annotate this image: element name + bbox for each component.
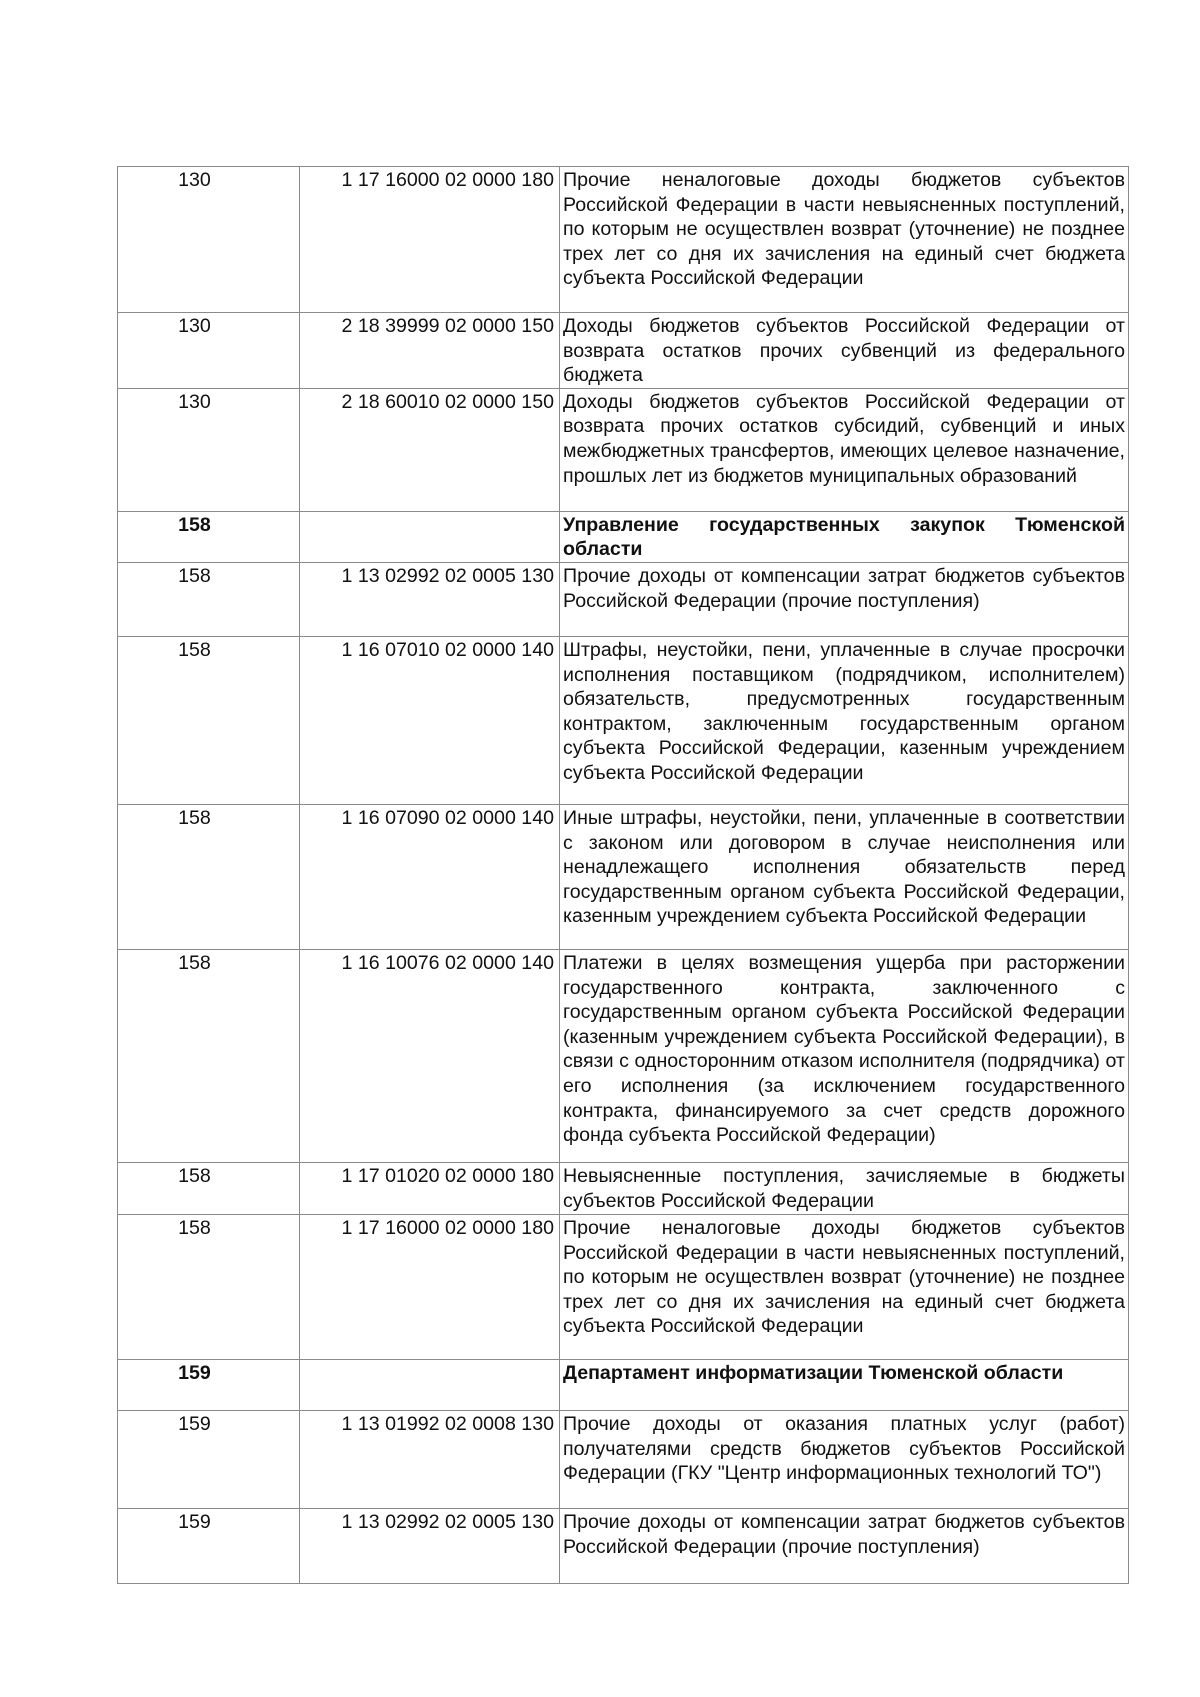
admin-code: 159 bbox=[178, 1412, 211, 1435]
admin-code: 130 bbox=[178, 169, 211, 191]
department-name: Управление государственных закупок Тюменской области bbox=[563, 513, 1125, 561]
admin-code: 158 bbox=[178, 1216, 211, 1239]
table-row bbox=[118, 1162, 1129, 1214]
revenue-name-cell bbox=[560, 1162, 1129, 1214]
table-row bbox=[118, 636, 1129, 804]
revenue-code: 1 17 16000 02 0000 180 bbox=[341, 1216, 554, 1239]
admin-code: 158 bbox=[178, 513, 211, 536]
revenue-code: 1 13 01992 02 0008 130 bbox=[341, 1412, 554, 1435]
department-name-cell bbox=[560, 1359, 1129, 1410]
table-row bbox=[118, 1214, 1129, 1359]
revenue-code: 1 16 07090 02 0000 140 bbox=[341, 806, 554, 829]
revenue-code: 1 16 10076 02 0000 140 bbox=[341, 951, 554, 974]
revenue-name: Иные штрафы, неустойки, пени, уплаченные в соответствии с законом или договором в случае неисполнения или ненадлежащего исполнения обязательств перед государственным органом субъекта Российской Федерации, казенным учреждением субъекта Российской Федерации bbox=[563, 806, 1125, 928]
revenue-name-cell bbox=[560, 636, 1129, 804]
revenue-code: 1 16 07010 02 0000 140 bbox=[341, 638, 554, 661]
admin-code-cell bbox=[118, 388, 300, 511]
revenue-name-cell bbox=[560, 562, 1129, 636]
revenue-code bbox=[300, 512, 554, 513]
revenue-name: Платежи в целях возмещения ущерба при расторжении государственного контракта, заключенного с государственным органом субъекта Российской Федерации (казенным учреждением субъекта Российской Федерации), в связи с односторонним отказом исполнителя (подрядчика) от его исполнения (за исключением государственного контракта, финансируемого за счет средств дорожного фонда субъекта Российской Федерации) bbox=[563, 951, 1125, 1147]
admin-code: 130 bbox=[178, 315, 211, 337]
admin-code-cell bbox=[118, 562, 300, 636]
revenue-code-cell bbox=[300, 1359, 560, 1410]
admin-code: 158 bbox=[178, 638, 211, 661]
department-name-cell bbox=[560, 511, 1129, 562]
revenue-name: Штрафы, неустойки, пени, уплаченные в случае просрочки исполнения поставщиком (подрядчиком, исполнителем) обязательств, предусмотренных государственным контрактом, заключенным государственным органом субъекта Российской Федерации, казенным учреждением субъекта Российской Федерации bbox=[563, 638, 1125, 784]
revenue-code: 2 18 39999 02 0000 150 bbox=[341, 315, 554, 337]
revenue-name-cell bbox=[560, 167, 1129, 313]
admin-code-cell bbox=[118, 636, 300, 804]
revenue-name-cell bbox=[560, 388, 1129, 511]
admin-code-cell bbox=[118, 1359, 300, 1410]
department-header-row bbox=[118, 1359, 1129, 1410]
table-row bbox=[118, 562, 1129, 636]
revenue-name-cell bbox=[560, 1508, 1129, 1583]
revenue-name-cell bbox=[560, 804, 1129, 949]
table-row bbox=[118, 949, 1129, 1162]
revenue-code-cell bbox=[300, 949, 560, 1162]
revenue-code-cell bbox=[300, 313, 560, 389]
revenue-code-cell bbox=[300, 1214, 560, 1359]
table-row bbox=[118, 804, 1129, 949]
table-row bbox=[118, 167, 1129, 313]
revenue-code-cell bbox=[300, 167, 560, 313]
revenue-code: 1 13 02992 02 0005 130 bbox=[341, 564, 554, 587]
admin-code-cell bbox=[118, 167, 300, 313]
revenue-code-cell bbox=[300, 1508, 560, 1583]
table-row bbox=[118, 388, 1129, 511]
budget-revenue-table bbox=[117, 166, 1129, 1584]
admin-code: 130 bbox=[178, 390, 211, 413]
revenue-name-cell bbox=[560, 949, 1129, 1162]
revenue-name: Прочие неналоговые доходы бюджетов субъектов Российской Федерации в части невыясненных поступлений, по которым не осуществлен возврат (уточнение) не позднее трех лет со дня их зачисления на единый счет бюджета субъекта Российской Федерации bbox=[563, 169, 1125, 290]
admin-code-cell bbox=[118, 1214, 300, 1359]
revenue-code bbox=[300, 1360, 554, 1361]
admin-code: 159 bbox=[178, 1361, 211, 1384]
table-row bbox=[118, 1508, 1129, 1583]
admin-code: 159 bbox=[178, 1510, 211, 1533]
revenue-code-cell bbox=[300, 388, 560, 511]
revenue-name: Доходы бюджетов субъектов Российской Федерации от возврата прочих остатков субсидий, субвенций и иных межбюджетных трансфертов, имеющих целевое назначение, прошлых лет из бюджетов муниципальных образований bbox=[563, 390, 1125, 487]
table-row bbox=[118, 313, 1129, 389]
admin-code: 158 bbox=[178, 1164, 211, 1187]
revenue-name: Прочие доходы от компенсации затрат бюджетов субъектов Российской Федерации (прочие поступления) bbox=[563, 1510, 1125, 1558]
department-name: Департамент информатизации Тюменской области bbox=[563, 1361, 1064, 1384]
revenue-name-cell bbox=[560, 313, 1129, 389]
admin-code-cell bbox=[118, 804, 300, 949]
table-row bbox=[118, 1410, 1129, 1508]
admin-code-cell bbox=[118, 1410, 300, 1508]
revenue-code-cell bbox=[300, 1410, 560, 1508]
revenue-code: 1 17 01020 02 0000 180 bbox=[341, 1164, 554, 1187]
revenue-code: 2 18 60010 02 0000 150 bbox=[341, 390, 554, 413]
revenue-name: Прочие неналоговые доходы бюджетов субъектов Российской Федерации в части невыясненных поступлений, по которым не осуществлен возврат (уточнение) не позднее трех лет со дня их зачисления на единый счет бюджета субъекта Российской Федерации bbox=[563, 1216, 1125, 1338]
revenue-code-cell bbox=[300, 1162, 560, 1214]
revenue-code-cell bbox=[300, 636, 560, 804]
revenue-name-cell bbox=[560, 1410, 1129, 1508]
revenue-name: Невыясненные поступления, зачисляемые в бюджеты субъектов Российской Федерации bbox=[563, 1164, 1125, 1212]
admin-code: 158 bbox=[178, 806, 211, 829]
admin-code-cell bbox=[118, 511, 300, 562]
revenue-code-cell bbox=[300, 562, 560, 636]
revenue-name: Прочие доходы от оказания платных услуг (работ) получателями средств бюджетов субъектов Российской Федерации (ГКУ "Центр информационных технологий ТО") bbox=[563, 1412, 1125, 1485]
revenue-code: 1 13 02992 02 0005 130 bbox=[341, 1510, 554, 1533]
admin-code-cell bbox=[118, 949, 300, 1162]
revenue-name: Доходы бюджетов субъектов Российской Федерации от возврата остатков прочих субвенций из федерального бюджета bbox=[563, 315, 1125, 387]
admin-code: 158 bbox=[178, 951, 211, 974]
revenue-code-cell bbox=[300, 511, 560, 562]
admin-code-cell bbox=[118, 1508, 300, 1583]
revenue-name-cell bbox=[560, 1214, 1129, 1359]
admin-code-cell bbox=[118, 313, 300, 389]
admin-code-cell bbox=[118, 1162, 300, 1214]
revenue-code-cell bbox=[300, 804, 560, 949]
department-header-row bbox=[118, 511, 1129, 562]
admin-code: 158 bbox=[178, 564, 211, 587]
revenue-name: Прочие доходы от компенсации затрат бюджетов субъектов Российской Федерации (прочие поступления) bbox=[563, 564, 1125, 612]
revenue-code: 1 17 16000 02 0000 180 bbox=[341, 169, 554, 191]
